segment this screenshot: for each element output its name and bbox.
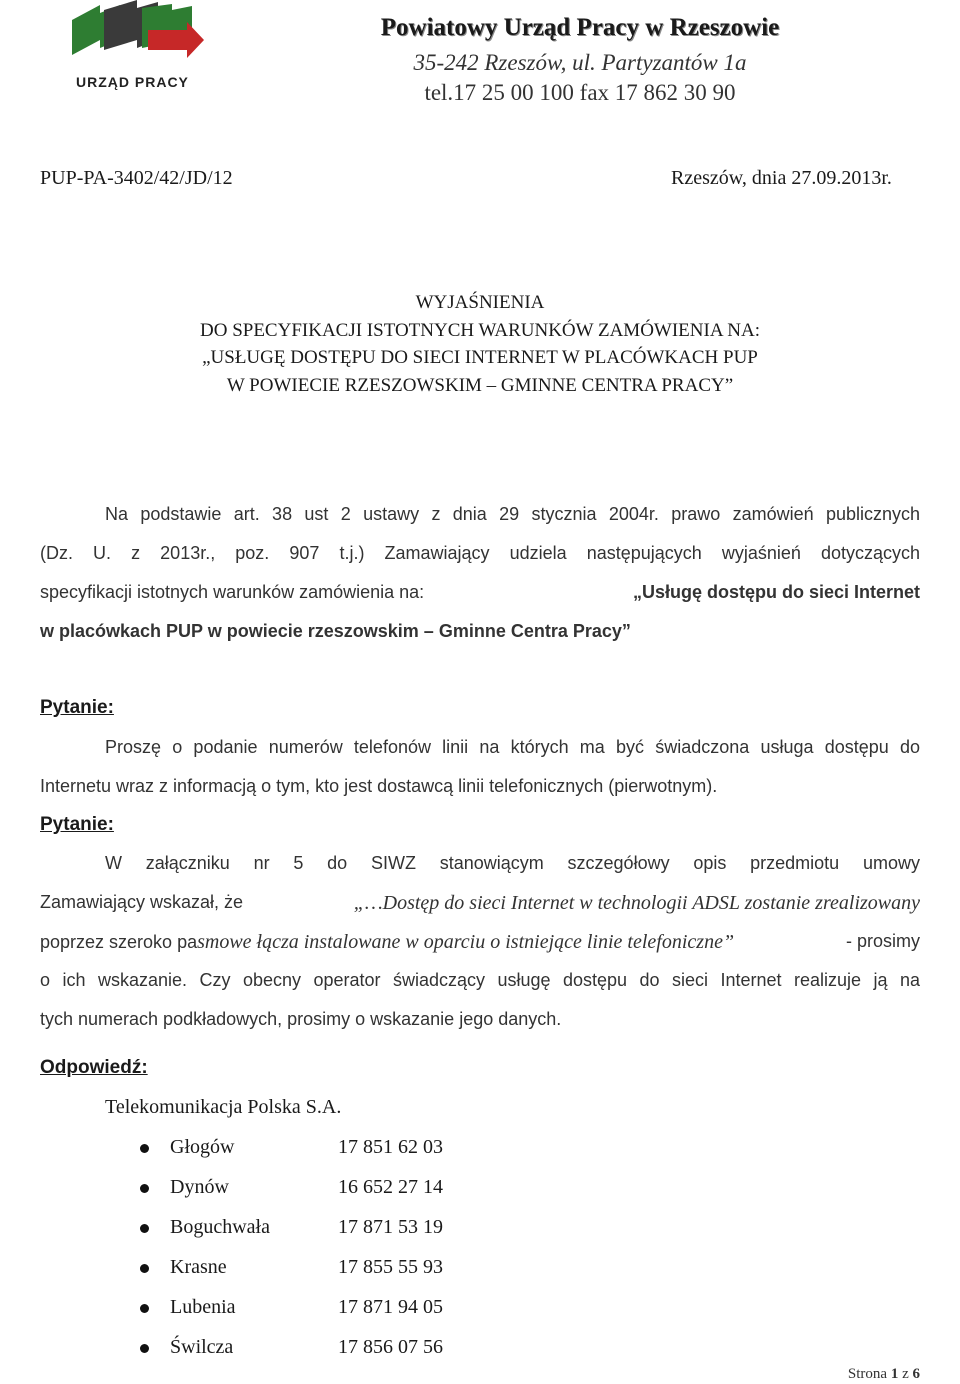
answer-heading: Odpowiedź:: [40, 1057, 148, 1078]
page-label: Strona: [847, 1366, 888, 1382]
location-name: Głogów: [170, 1136, 235, 1158]
list-item: [140, 1336, 640, 1366]
page-separator: z: [902, 1366, 909, 1382]
intro-line-3-text: specyfikacji istotnych warunków zamówienia na:: [40, 582, 425, 602]
question-2-quote-start: „…Dostęp do sieci Internet w technologii ADSL zostanie zrealizowany: [353, 892, 920, 914]
intro-subject-end: w placówkach PUP w powiecie rzeszowskim – Gminne Centra Pracy”: [40, 621, 631, 641]
total-pages: 6: [912, 1366, 920, 1382]
current-page: 1: [890, 1366, 899, 1382]
question-2-line-3-text: [40, 931, 734, 954]
question-2-line-5: tych numerach podkładowych, prosimy o wskazanie jego danych.: [40, 1009, 562, 1029]
question-2-line-3: [40, 931, 920, 954]
question-2-line-3-plain: poprzez szeroko pa: [40, 932, 198, 952]
urzad-pracy-logo: [62, 0, 212, 100]
title-line-4: W POWIECIE RZESZOWSKIM – GMINNE CENTRA PRACY”: [226, 375, 734, 396]
phone-number: 17 871 53 19: [338, 1216, 443, 1238]
phone-number: 16 652 27 14: [338, 1176, 443, 1198]
question-1-line-1: Proszę o podanie numerów telefonów linii na których ma być świadczona usługa dostępu do: [105, 737, 920, 757]
location-name: Świlcza: [170, 1336, 234, 1358]
list-item: [140, 1136, 640, 1166]
bullet-icon: [140, 1304, 149, 1313]
intro-line-3: [40, 582, 920, 603]
org-phone-fax: tel.17 25 00 100 fax 17 862 30 90: [424, 80, 736, 105]
org-name: Powiatowy Urząd Pracy w Rzeszowie: [380, 14, 780, 41]
location-name: Dynów: [170, 1176, 229, 1198]
question-2-line-2-text: Zamawiający wskazał, że: [40, 892, 244, 912]
intro-line-1: Na podstawie art. 38 ust 2 ustawy z dnia 29 stycznia 2004r. prawo zamówień publicznych: [105, 504, 920, 524]
list-item: [140, 1256, 640, 1286]
bullet-icon: [140, 1344, 149, 1353]
bullet-icon: [140, 1144, 149, 1153]
question-2-line-4: o ich wskazanie. Czy obecny operator świadczący usługę dostępu do sieci Internet realizuje ją na: [40, 970, 920, 990]
location-name: Boguchwała: [170, 1216, 270, 1238]
location-name: Krasne: [170, 1256, 227, 1278]
document-date: Rzeszów, dnia 27.09.2013r.: [671, 167, 892, 189]
intro-line-2: (Dz. U. z 2013r., poz. 907 t.j.) Zamawiający udziela następujących wyjaśnień dotyczących: [40, 543, 920, 563]
question-2-line-3-tail: - prosimy: [845, 931, 920, 951]
phone-number: 17 871 94 05: [338, 1296, 443, 1318]
title-line-2: DO SPECYFIKACJI ISTOTNYCH WARUNKÓW ZAMÓWIENIA NA:: [200, 320, 760, 341]
intro-subject-start: „Usługę dostępu do sieci Internet: [632, 582, 920, 602]
reference-number: PUP-PA-3402/42/JD/12: [40, 167, 233, 189]
title-line-3: „USŁUGĘ DOSTĘPU DO SIECI INTERNET W PLACÓWKACH PUP: [202, 347, 758, 368]
question-2-heading: Pytanie:: [40, 814, 114, 835]
location-name: Lubenia: [170, 1296, 236, 1318]
provider-name: Telekomunikacja Polska S.A.: [105, 1096, 342, 1118]
phone-number: 17 851 62 03: [338, 1136, 443, 1158]
phone-number: 17 855 55 93: [338, 1256, 443, 1278]
list-item: [140, 1296, 640, 1326]
bullet-icon: [140, 1184, 149, 1193]
page-number: [848, 1366, 920, 1383]
org-address: 35-242 Rzeszów, ul. Partyzantów 1a: [413, 50, 747, 75]
question-2-line-1: W załączniku nr 5 do SIWZ stanowiącym szczegółowy opis przedmiotu umowy: [105, 853, 920, 873]
question-2-quote-end: smowe łącza instalowane w oparciu o istniejące linie telefoniczne”: [197, 931, 735, 953]
list-item: [140, 1216, 640, 1246]
bullet-icon: [140, 1264, 149, 1273]
title-line-1: WYJAŚNIENIA: [415, 292, 545, 313]
question-1-heading: Pytanie:: [40, 697, 114, 718]
logo-text: URZĄD PRACY: [76, 74, 189, 90]
question-1-line-2: Internetu wraz z informacją o tym, kto jest dostawcą linii telefonicznych (pierwotnym).: [40, 776, 718, 796]
question-2-line-2: [40, 892, 920, 915]
phone-number: 17 856 07 56: [338, 1336, 443, 1358]
logo-arrows-icon: [62, 0, 212, 75]
bullet-icon: [140, 1224, 149, 1233]
list-item: [140, 1176, 640, 1206]
